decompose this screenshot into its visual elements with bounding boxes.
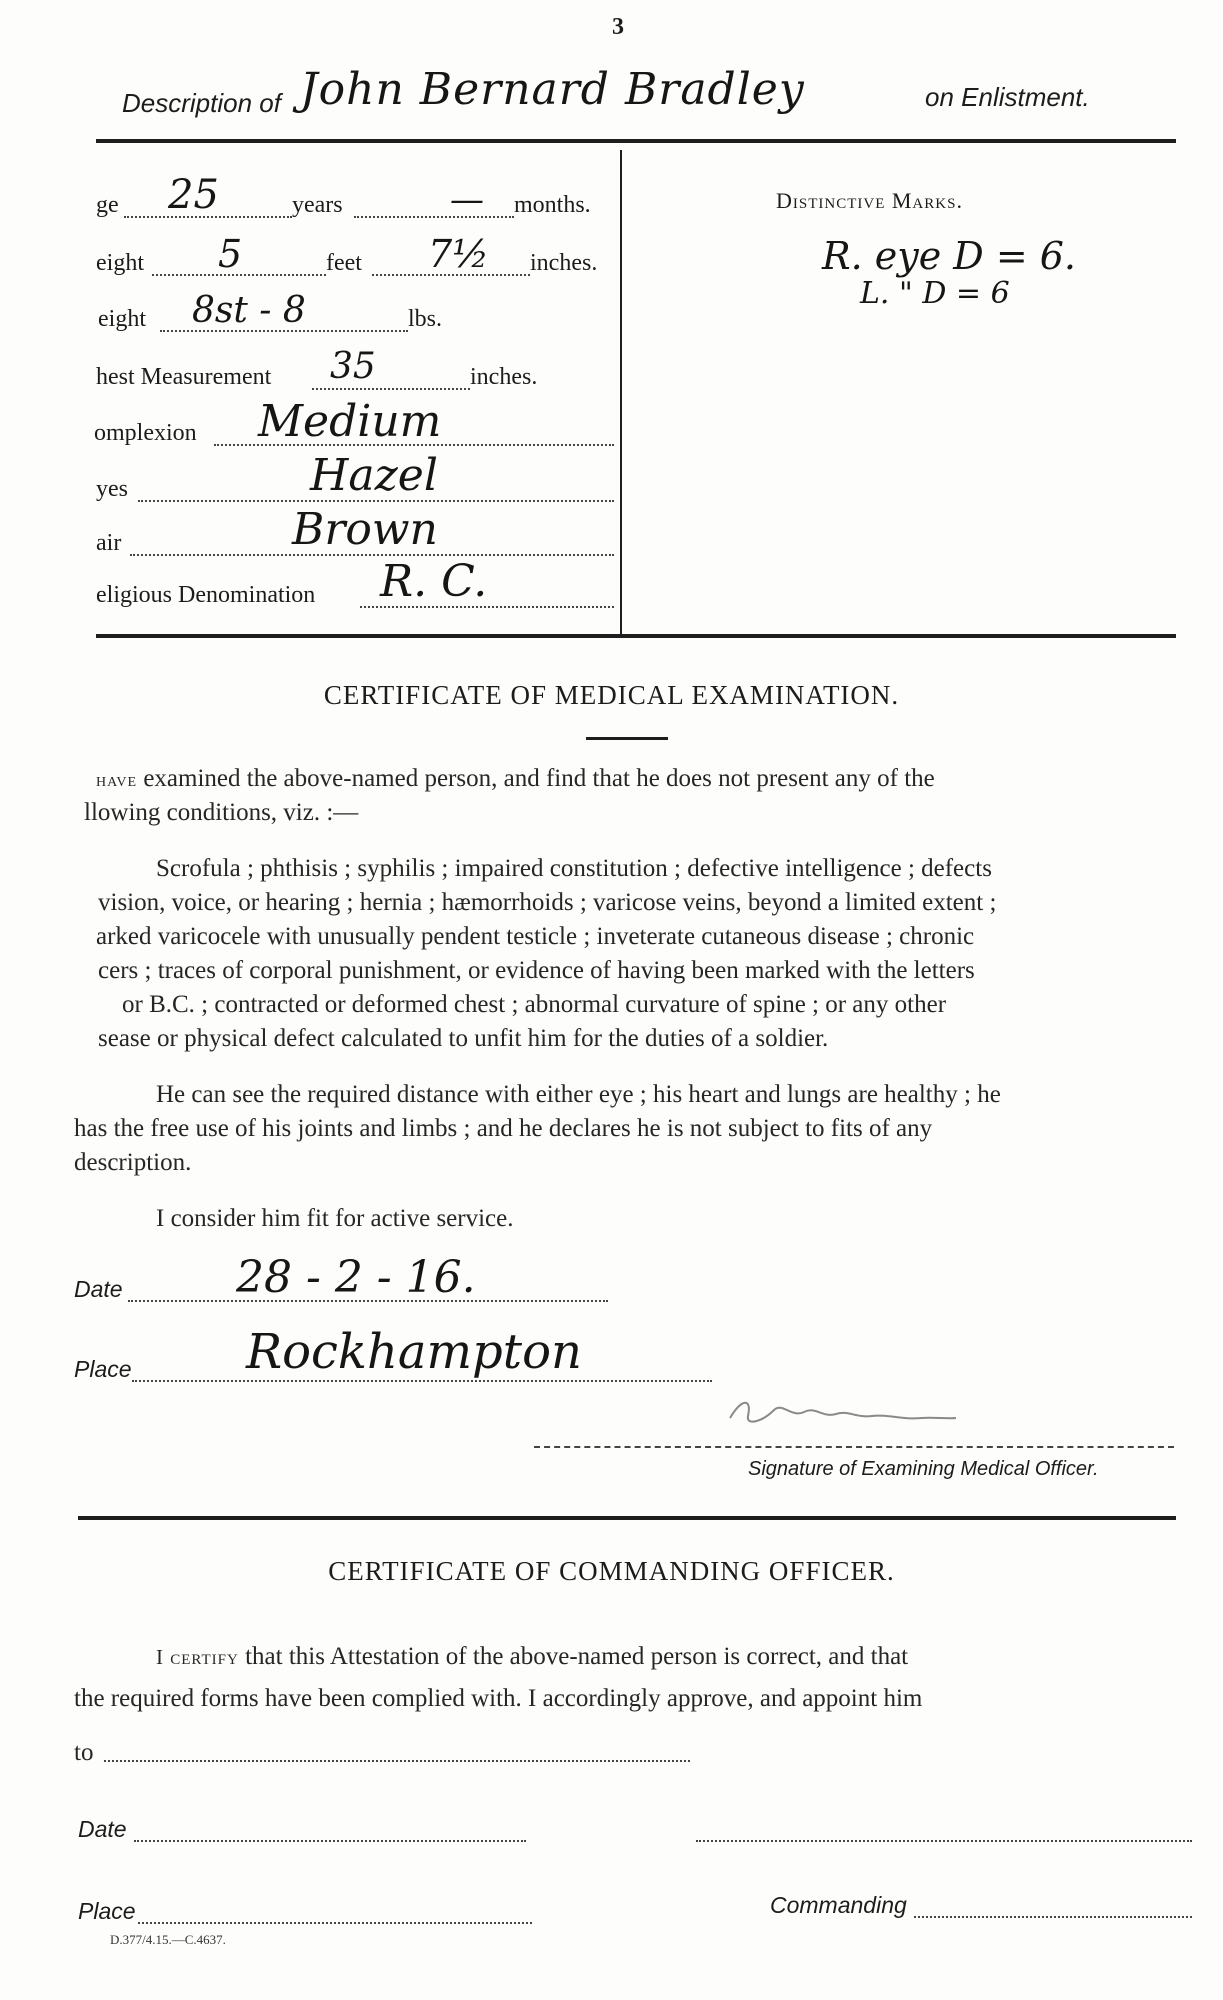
commanding-line [914, 1916, 1192, 1918]
eyes-value: Hazel [310, 450, 438, 501]
condition-line: sease or physical defect calculated to unfit him for the duties of a soldier. [98, 1025, 829, 1052]
medical-date-value: 28 - 2 - 16. [236, 1252, 476, 1303]
age-months-value: — [450, 180, 484, 220]
commanding-date-line [134, 1840, 526, 1842]
commanding-to-label: to [74, 1739, 94, 1766]
medical-para3-line2: has the free use of his joints and limbs ; and he declares he is not subject to fits of any [74, 1115, 933, 1142]
distinctive-marks-label: Distinctive Marks. [776, 188, 963, 213]
condition-line: arked varicocele with unusually pendent testicle ; inveterate cutaneous disease ; chronic [96, 923, 975, 950]
height-inches-value: 7½ [428, 232, 490, 276]
medical-para3-line1: He can see the required distance with either eye ; his heart and lungs are healthy ; he [156, 1081, 1001, 1108]
age-months-label: months. [514, 192, 591, 218]
commanding-label: Commanding [770, 1892, 907, 1918]
condition-line: cers ; traces of corporal punishment, or evidence of having been marked with the letters [98, 957, 975, 984]
age-years-label: years [292, 192, 343, 218]
condition-line: Scrofula ; phthisis ; syphilis ; impaired constitution ; defective intelligence ; defects [156, 855, 992, 882]
footer-form-code: D.377/4.15.—C.4637. [110, 1932, 226, 1947]
chest-value: 35 [330, 346, 376, 387]
eyes-label: yes [96, 476, 128, 502]
chest-label: hest Measurement [96, 364, 272, 390]
medical-signature-line [534, 1446, 1174, 1448]
condition-line: or B.C. ; contracted or deformed chest ; abnormal curvature of spine ; or any other [122, 991, 947, 1018]
section-divider [620, 150, 622, 634]
header-rule [96, 139, 1176, 143]
weight-value: 8st - 8 [192, 290, 306, 331]
age-years-value: 25 [168, 172, 219, 218]
condition-line: vision, voice, or hearing ; hernia ; hæmorrhoids ; varicose veins, beyond a limited extent ; [98, 889, 997, 916]
commanding-date-right-line [696, 1840, 1192, 1842]
handwritten-name: John Bernard Bradley [300, 64, 805, 115]
chest-line [312, 388, 470, 390]
medical-intro-text: examined the above-named person, and find that he does not present any of the [143, 765, 935, 792]
fit-statement: I consider him fit for active service. [156, 1205, 514, 1232]
medical-title: CERTIFICATE OF MEDICAL EXAMINATION. [323, 680, 900, 710]
hair-value: Brown [292, 504, 438, 555]
medical-intro-line2: llowing conditions, viz. :— [84, 799, 359, 826]
medical-place-value: Rockhampton [246, 1324, 582, 1380]
header-label-before: Description of [122, 88, 281, 118]
medical-para3-line3: description. [74, 1149, 192, 1176]
distinctive-marks-line2: L. " D = 6 [860, 276, 1010, 311]
medical-signature-label: Signature of Examining Medical Officer. [748, 1458, 1099, 1480]
commanding-line1-text: that this Attestation of the above-named person is correct, and that [245, 1643, 909, 1670]
medical-place-label: Place [74, 1356, 132, 1382]
sections-divider-rule [78, 1516, 1176, 1520]
age-label: ge [96, 192, 119, 218]
medical-title-underline [586, 737, 668, 740]
commanding-place-line [138, 1922, 532, 1924]
medical-place-line [132, 1380, 712, 1382]
height-feet-label: feet [326, 250, 362, 276]
medical-officer-signature [722, 1388, 962, 1438]
page-number: 3 [612, 14, 624, 40]
complexion-label: omplexion [94, 420, 197, 446]
description-bottom-rule [96, 634, 1176, 638]
religion-value: R. C. [380, 556, 488, 607]
age-months-line [354, 216, 514, 218]
medical-date-label: Date [74, 1276, 123, 1302]
commanding-smallcaps: I certify [156, 1645, 239, 1669]
commanding-to-line [104, 1760, 690, 1762]
commanding-place-label: Place [78, 1898, 136, 1924]
header-label-after: on Enlistment. [925, 82, 1090, 112]
height-feet-value: 5 [218, 232, 243, 276]
medical-intro-line1 [96, 762, 935, 797]
distinctive-marks-line1: R. eye D = 6. [822, 234, 1077, 278]
weight-label: eight [98, 306, 146, 332]
height-label: eight [96, 250, 144, 276]
commanding-date-label: Date [78, 1816, 127, 1842]
medical-intro-smallcaps: have [96, 769, 138, 791]
hair-label: air [96, 530, 122, 556]
weight-unit: lbs. [408, 306, 443, 332]
chest-unit: inches. [470, 364, 538, 390]
commanding-line2: the required forms have been complied with. I accordingly approve, and appoint him [74, 1685, 923, 1712]
height-inches-label: inches. [530, 250, 598, 276]
commanding-line1 [156, 1640, 908, 1674]
commanding-title: CERTIFICATE OF COMMANDING OFFICER. [328, 1556, 895, 1586]
religion-label: eligious Denomination [96, 582, 316, 608]
complexion-value: Medium [258, 396, 442, 447]
